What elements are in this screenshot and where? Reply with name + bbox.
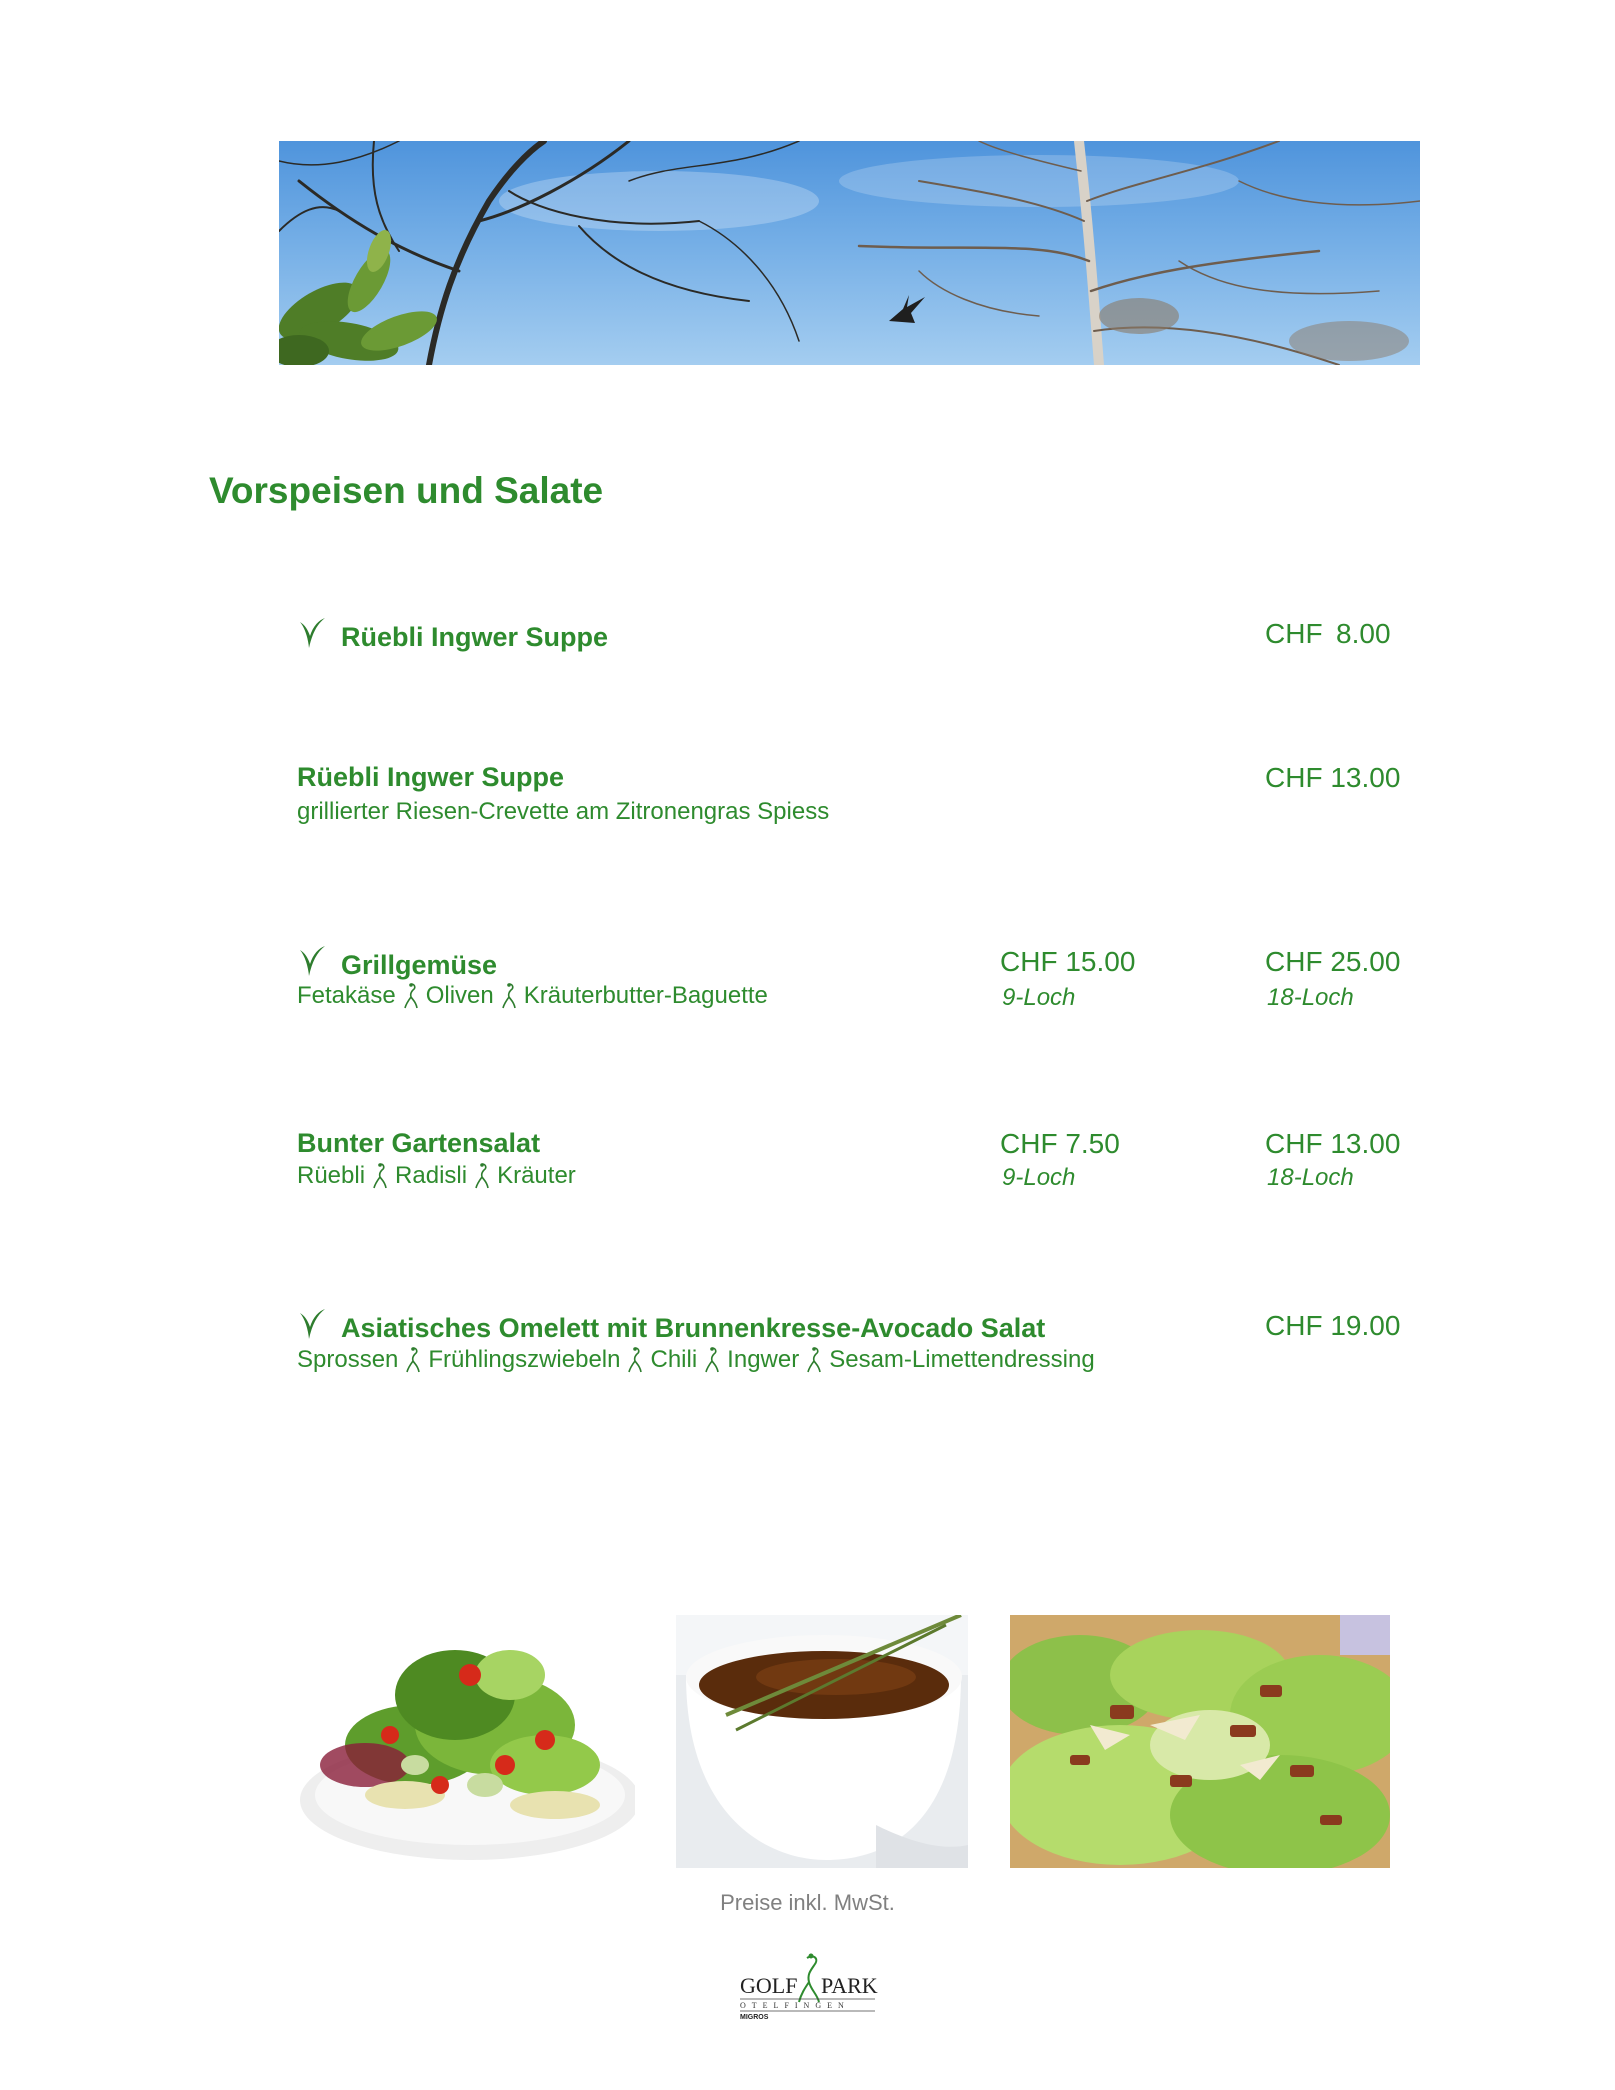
golfer-separator-icon [371,1162,389,1190]
section-title: Vorspeisen und Salate [209,470,604,511]
menu-item-3-name: Grillgemüse [297,944,497,981]
logo-right-text: PARK [821,1973,878,1998]
menu-item-2-name: Rüebli Ingwer Suppe [297,762,565,792]
menu-item-3-price-9: CHF 15.00 [1000,946,1136,977]
menu-item-4-name: Bunter Gartensalat [297,1128,541,1158]
logo-brand-text: MIGROS [740,2014,769,2021]
menu-item-2-price: CHF 13.00 [1265,762,1401,793]
logo-left-text: GOLF [740,1973,798,1998]
menu-item-3-price-18: CHF 25.00 [1265,946,1401,977]
golfer-separator-icon [404,1346,422,1374]
soup-cup-photo [676,1615,968,1868]
menu-item-3-description: Fetakäse Oliven Kräuterbutter-Baguette [297,982,768,1009]
golfer-separator-icon [626,1346,644,1374]
mixed-salad-photo [295,1615,635,1868]
golfpark-logo [735,1940,880,2022]
golfer-separator-icon [500,982,518,1010]
caesar-salad-photo [1010,1615,1390,1868]
menu-item-3-label-9: 9-Loch [1002,984,1076,1011]
menu-item-2-description: grillierter Riesen-Crevette am Zitronengras Spiess [297,798,830,825]
menu-item-4-label-18: 18-Loch [1267,1164,1354,1191]
golfer-separator-icon [805,1346,823,1374]
logo-sub-text: OTELFINGEN [740,2001,850,2010]
golfer-separator-icon [473,1162,491,1190]
menu-item-5-name: Asiatisches Omelett mit Brunnenkresse-Avocado Salat [297,1307,1045,1344]
menu-item-1-name: Rüebli Ingwer Suppe [297,616,608,653]
vegetarian-leaf-icon [297,1307,327,1341]
golfer-separator-icon [402,982,420,1010]
banner-sky-photo [279,141,1420,365]
menu-item-4-price-18: CHF 13.00 [1265,1128,1401,1159]
menu-item-4-label-9: 9-Loch [1002,1164,1076,1191]
menu-item-4-description: Rüebli Radisli Kräuter [297,1162,576,1189]
footer-note: Preise inkl. MwSt. [720,1890,895,1915]
vegetarian-leaf-icon [297,616,327,650]
menu-item-4-price-9: CHF 7.50 [1000,1128,1120,1159]
menu-item-5-description: Sprossen Frühlingszwiebeln Chili Ingwer Sesam-Limettendressing [297,1346,1095,1373]
menu-item-3-label-18: 18-Loch [1267,984,1354,1011]
vegetarian-leaf-icon [297,944,327,978]
menu-item-5-price: CHF 19.00 [1265,1310,1401,1341]
menu-item-1-price: CHF 8.00 [1265,618,1391,649]
golfer-separator-icon [703,1346,721,1374]
